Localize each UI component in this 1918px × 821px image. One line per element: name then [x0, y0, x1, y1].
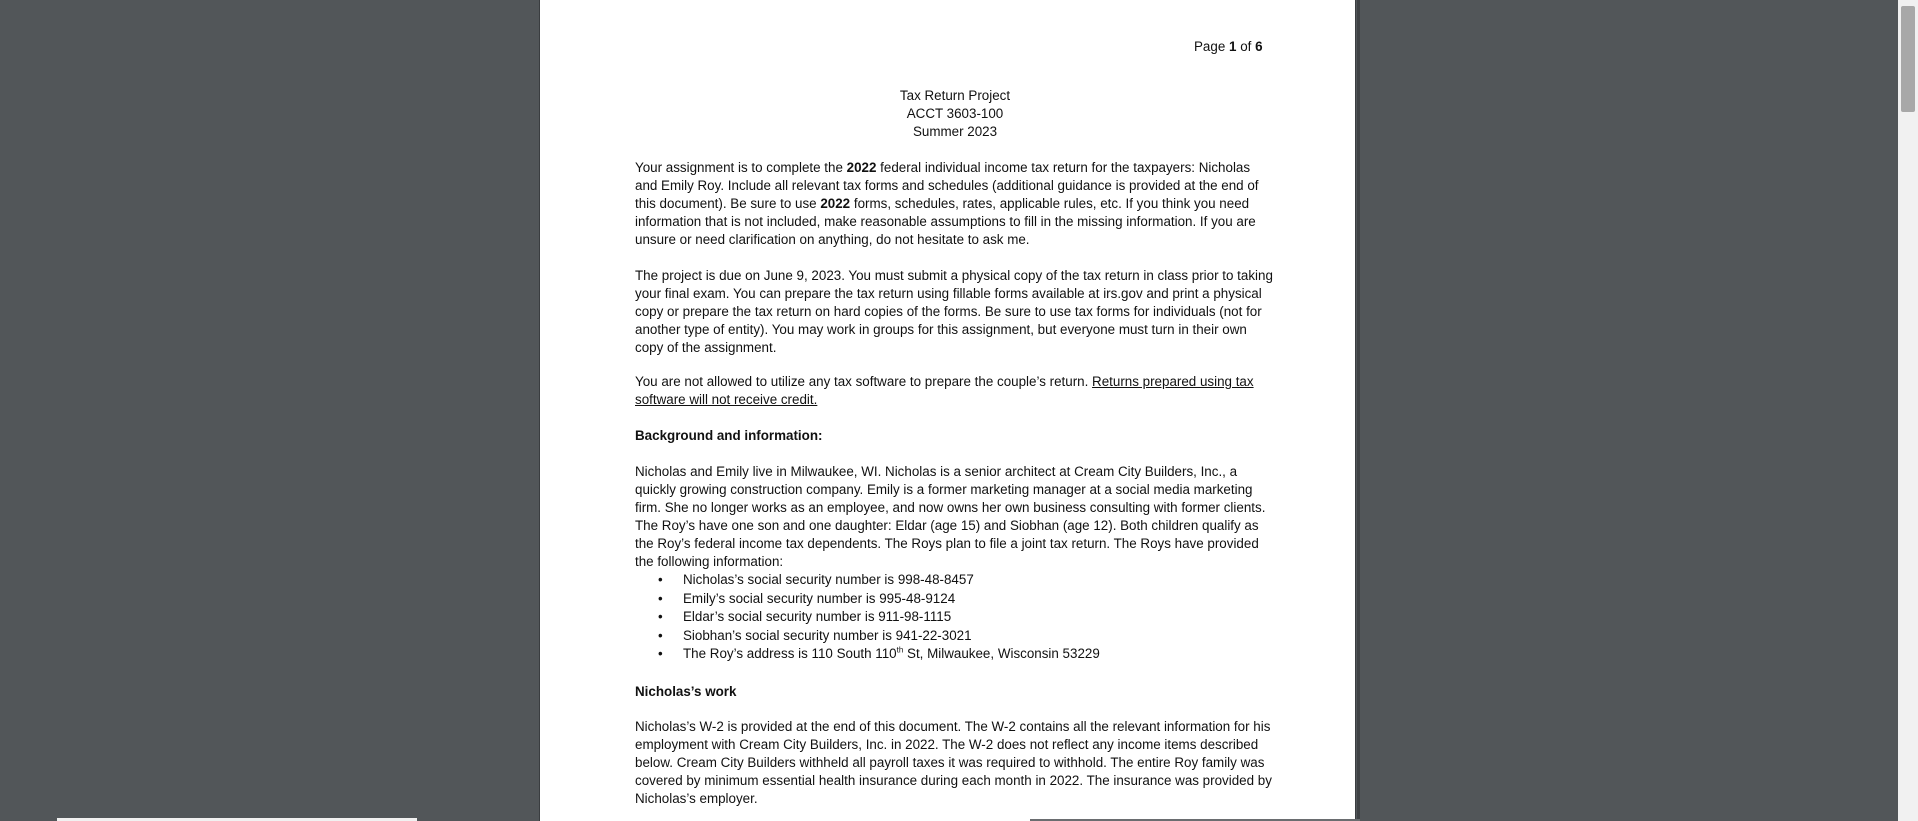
list-item: • Siobhan’s social security number is 941-22-3021: [635, 627, 1275, 646]
due-date-paragraph: The project is due on June 9, 2023. You must submit a physical copy of the tax return in class prior to taking your final exam. You can prepare the tax return using fillable forms available at irs.gov and print a physical copy or prepare the tax return on hard copies of the forms. Be sure to use tax forms for individuals (not for another type of entity). You may work in groups for this assignment, but everyone must turn in their own copy of the assignment.: [635, 268, 1273, 355]
intro-paragraph: Your assignment is to complete the 2022 federal individual income tax return for the taxpayers: Nicholas and Emily Roy. Include all relevant tax forms and schedules (additional guidance is provided at the end of this document). Be sure to use 2022 forms, schedules, rates, applicable rules, etc. If you think you need information that is not included, make reasonable assumptions to fill in the missing information. If you are unsure or need clarification on anything, do not hesitate to ask me.: [635, 160, 1259, 247]
list-item: • Emily’s social security number is 995-48-9124: [635, 590, 1275, 609]
bullet-icon: •: [658, 609, 663, 624]
bullet-icon: •: [658, 627, 663, 643]
list-item: • The Roy’s address is 110 South 110th St, Milwaukee, Wisconsin 53229: [635, 645, 1275, 664]
nicholas-work-paragraph: Nicholas’s W-2 is provided at the end of this document. The W-2 contains all the relevant information for his employment with Cream City Builders, Inc. in 2022. The W-2 does not reflect any income items described below. Cream City Builders withheld all payroll taxes it was required to withhold. The entire Roy family was covered by minimum essential health insurance during each month in 2022. The insurance was provided by Nicholas’s employer.: [635, 719, 1272, 806]
list-item: • Eldar’s social security number is 911-98-1115: [635, 608, 1275, 627]
course-code: ACCT 3603-100: [906, 106, 1004, 121]
bullet-icon: •: [658, 646, 663, 661]
list-item: • Nicholas’s social security number is 998-48-8457: [635, 571, 1275, 590]
term: Summer 2023: [912, 124, 998, 139]
current-page-number: 1: [1229, 39, 1237, 54]
software-paragraph: You are not allowed to utilize any tax software to prepare the couple’s return. Returns prepared using tax software will not receive credit.: [635, 374, 1254, 407]
bullet-icon: •: [658, 572, 663, 587]
no-credit-warning: Returns prepared using tax software will not receive credit.: [635, 374, 1254, 407]
document-page: [539, 0, 1356, 821]
taxpayer-info-list: [635, 571, 1275, 664]
bullet-icon: •: [658, 590, 663, 606]
nicholas-work-heading: Nicholas’s work: [635, 684, 737, 699]
background-heading: Background and information:: [635, 428, 823, 443]
page-indicator: Page 1 of 6: [1194, 39, 1263, 54]
total-page-count: 6: [1255, 39, 1263, 54]
document-title: Tax Return Project: [899, 88, 1011, 103]
background-paragraph: Nicholas and Emily live in Milwaukee, WI. Nicholas is a senior architect at Cream City Builders, Inc., a quickly growing construction company. Emily is a former marketing manager at a social media marketing firm. She no longer works as an employee, and now owns her own business consulting with former clients. The Roy’s have one son and one daughter: Eldar (age 15) and Siobhan (age 12). Both children qualify as the Roy’s federal income tax dependents. The Roys plan to file a joint tax return. The Roys have provided the following information:: [635, 464, 1266, 569]
page-shadow-edge: [1357, 0, 1360, 821]
scrollbar-thumb[interactable]: [1901, 6, 1915, 112]
vertical-scrollbar[interactable]: [1898, 0, 1918, 821]
